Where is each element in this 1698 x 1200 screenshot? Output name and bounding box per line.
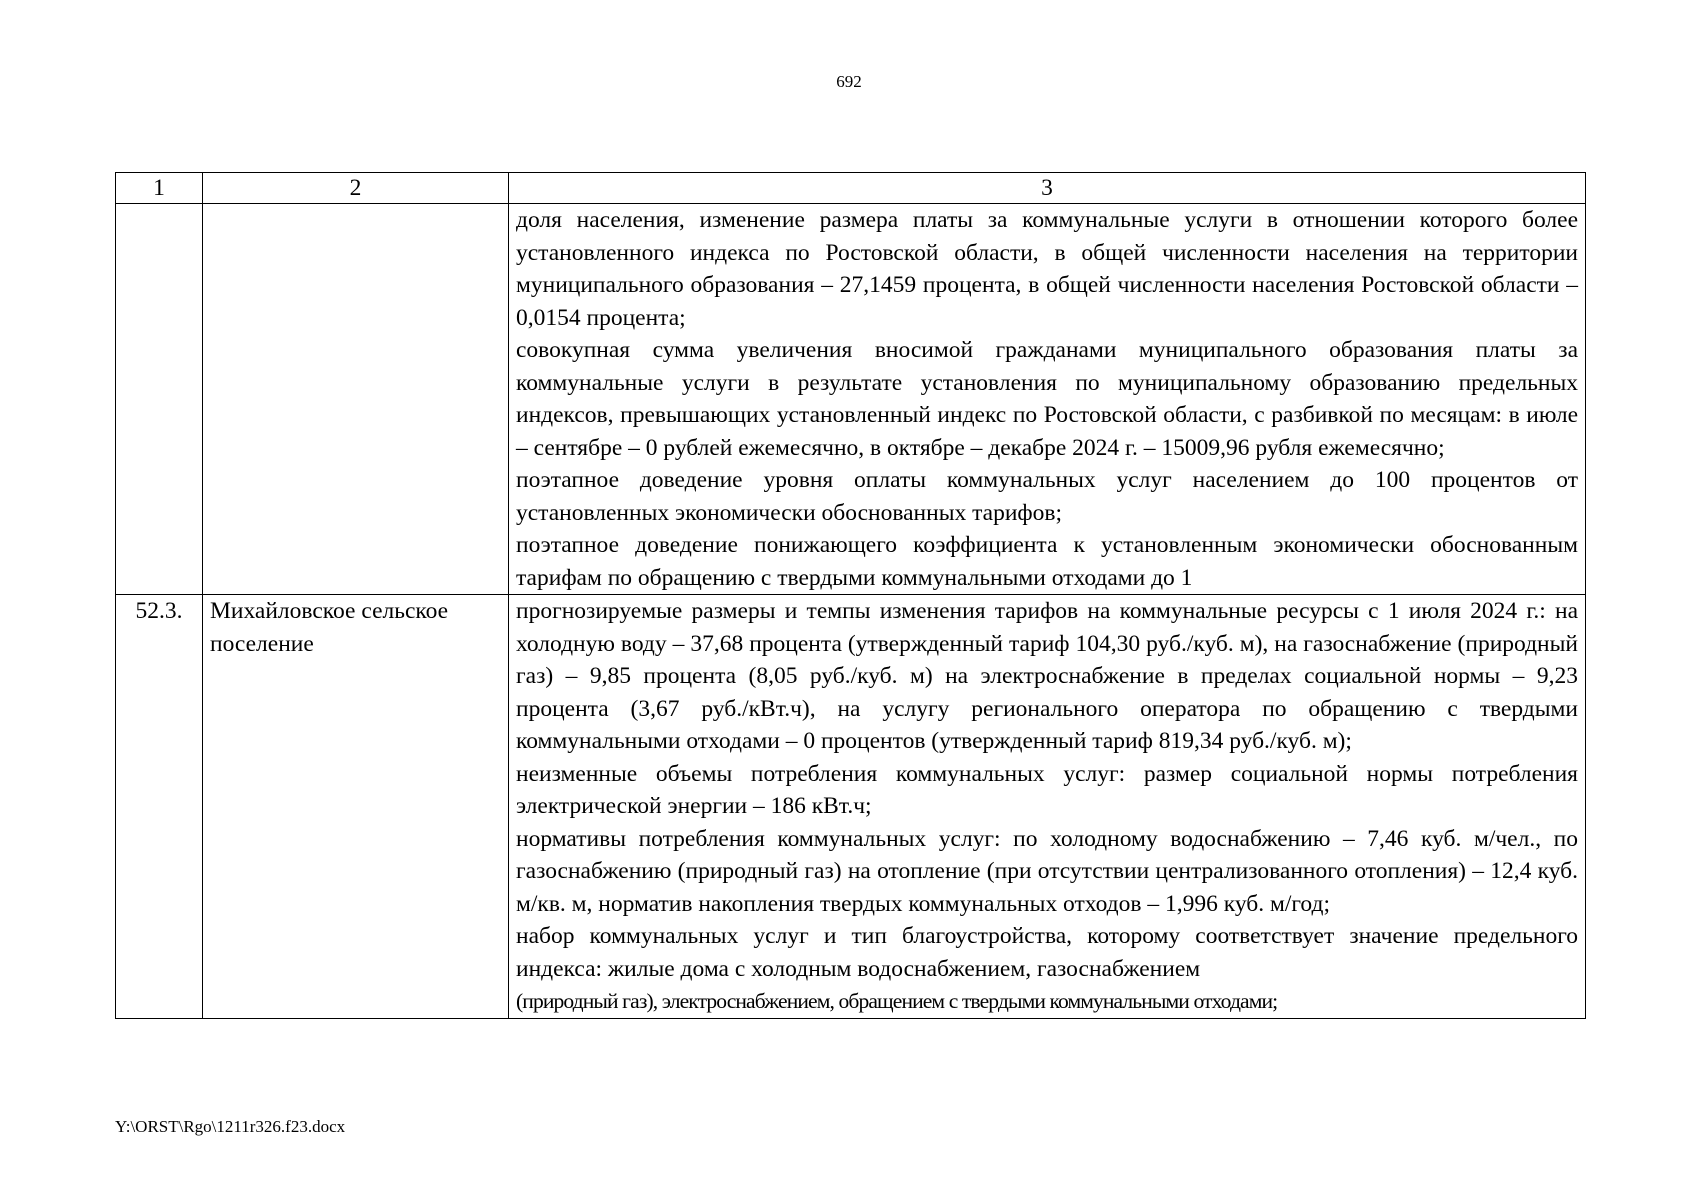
page-number: 692 — [836, 72, 862, 91]
paragraph-total-increase: совокупная сумма увеличения вносимой гражданами муниципального образования платы за коммунальные услуги в результате установления по муниципальному образованию предельных индексов, превышающих установленный индекс по Ростовской области, с разбивкой по месяцам: в июле – сентябре – 0 рублей ежемесячно, в октябре – декабре 2024 г. – 15009,96 рубля ежемесячно; — [516, 337, 1578, 461]
table-row-52-3 — [116, 595, 1586, 1019]
paragraph-reduction-coefficient: поэтапное доведение понижающего коэффициента к установленным экономически обоснованным тарифам по обращению с твердыми коммунальными отходами до 1 — [516, 532, 1578, 591]
row-number-cell — [116, 204, 203, 595]
table-header-row — [116, 173, 1586, 204]
row-description-cell — [509, 204, 1586, 595]
header-col-2: 2 — [203, 173, 509, 204]
paragraph-consumption-volumes: неизменные объемы потребления коммунальных услуг: размер социальной нормы потребления электрической энергии – 186 кВт.ч; — [516, 760, 1578, 819]
paragraph-service-set-continued: (природный газ), электроснабжением, обращением с твердыми коммунальными отходами; — [516, 989, 1278, 1013]
row-number-cell: 52.3. — [116, 595, 203, 1019]
paragraph-population-share: доля населения, изменение размера платы за коммунальные услуги в отношении которого более установленного индекса по Ростовской области, в общей численности населения на территории муниципального образования – 27,1459 процента, в общей численности населения Ростовской области – 0,0154 процента; — [516, 207, 1578, 331]
row-name-cell: Михайловское сельское поселение — [203, 595, 509, 1019]
paragraph-tariff-forecast: прогнозируемые размеры и темпы изменения тарифов на коммунальные ресурсы с 1 июля 2024 г.: на холодную воду – 37,68 процента (утвержденный тариф 104,30 руб./куб. м), на газоснабжение (природный газ) – 9,85 процента (8,05 руб./куб. м) на электроснабжение в пределах социальной нормы – 9,23 процента (3,67 руб./кВт.ч), на услугу регионального оператора по обращению с твердыми коммунальными отходами – 0 процентов (утвержденный тариф 819,34 руб./куб. м); — [516, 598, 1578, 754]
document-table — [115, 172, 1586, 1019]
row-name-cell — [203, 204, 509, 595]
paragraph-service-set: набор коммунальных услуг и тип благоустройства, которому соответствует значение предельного индекса: жилые дома с холодным водоснабжением, газоснабжением — [516, 923, 1578, 982]
row-description-cell — [509, 595, 1586, 1019]
header-col-3: 3 — [509, 173, 1586, 204]
paragraph-consumption-norms: нормативы потребления коммунальных услуг: по холодному водоснабжению – 7,46 куб. м/чел., по газоснабжению (природный газ) на отопление (при отсутствии централизованного отопления) – 12,4 куб. м/кв. м, норматив накопления твердых коммунальных отходов – 1,996 куб. м/год; — [516, 825, 1578, 917]
table-row-continued — [116, 204, 1586, 595]
paragraph-payment-level: поэтапное доведение уровня оплаты коммунальных услуг населением до 100 процентов от установленных экономически обоснованных тарифов; — [516, 467, 1578, 526]
header-col-1: 1 — [116, 173, 203, 204]
file-path-footer: Y:\ORST\Rgo\1211r326.f23.docx — [115, 1117, 346, 1136]
